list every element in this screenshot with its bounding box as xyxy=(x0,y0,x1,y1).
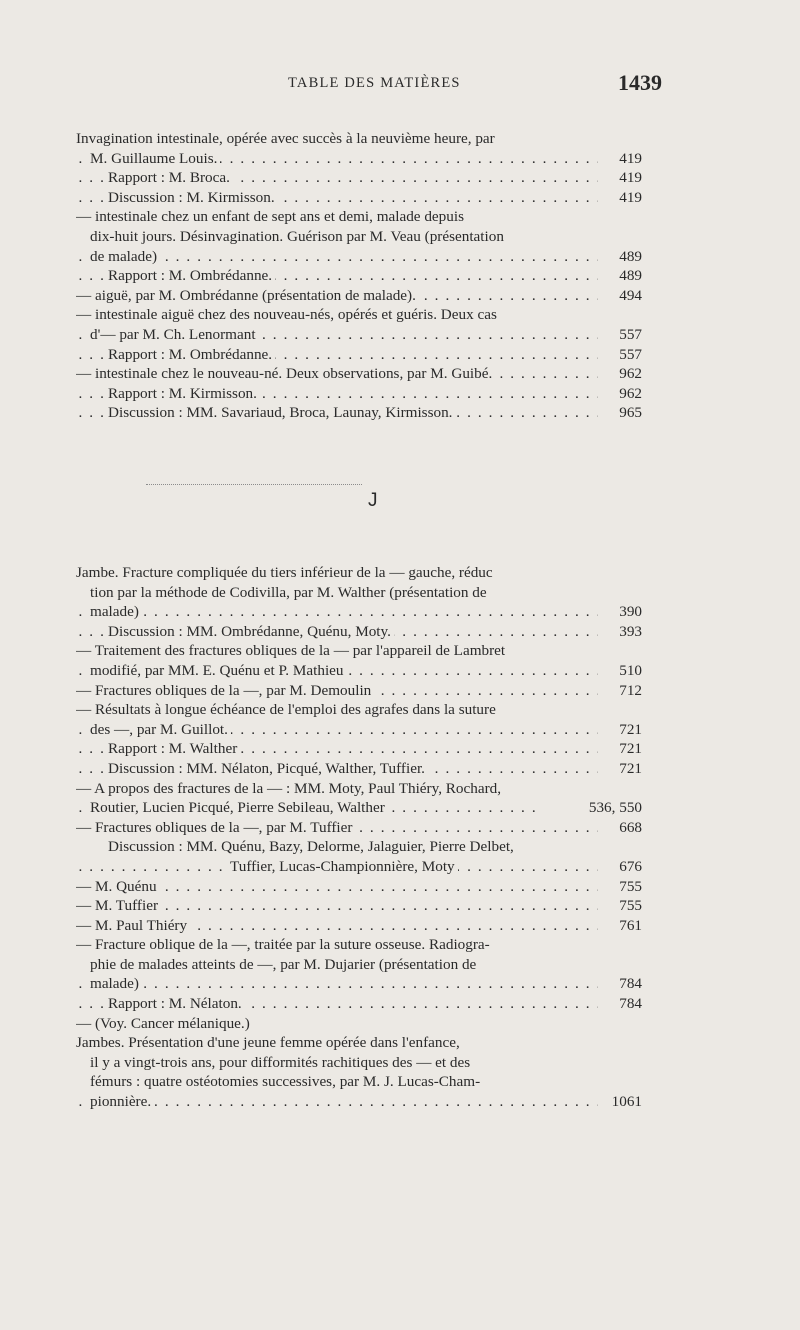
index-entry-line xyxy=(76,877,642,897)
entry-page-number: 557 xyxy=(598,325,642,345)
index-block-invagination xyxy=(76,129,642,423)
index-entry-line xyxy=(76,739,642,759)
entry-text: fémurs : quatre ostéotomies successives, par M. J. Lucas-Cham- xyxy=(90,1073,483,1090)
index-entry-line xyxy=(76,661,642,681)
entry-text: d'— par M. Ch. Lenormant xyxy=(90,326,259,343)
entry-text: de malade) xyxy=(90,248,160,265)
entry-text: — M. Quénu xyxy=(76,878,160,895)
entry-text: Discussion : MM. Savariaud, Broca, Launay, Kirmisson. xyxy=(108,404,455,421)
index-entry-line xyxy=(76,325,642,345)
running-title: TABLE DES MATIÈRES xyxy=(288,75,461,91)
entry-page-number: 755 xyxy=(598,877,642,897)
entry-text: Discussion : MM. Quénu, Bazy, Delorme, Jalaguier, Pierre Delbet, xyxy=(108,838,517,855)
entry-text: — intestinale chez un enfant de sept ans et demi, malade depuis xyxy=(76,208,467,225)
index-entry-line xyxy=(76,720,642,740)
entry-text: Rapport : M. Nélaton. xyxy=(108,995,245,1012)
index-entry-line xyxy=(76,779,642,799)
entry-text: — aiguë, par M. Ombrédanne (présentation de malade). xyxy=(76,287,419,304)
entry-text: Routier, Lucien Picqué, Pierre Sebileau, Walther xyxy=(90,799,388,816)
entry-text: des —, par M. Guillot. xyxy=(90,721,231,738)
entry-text: — M. Paul Thiéry xyxy=(76,917,190,934)
entry-text: — Fracture oblique de la —, traitée par la suture osseuse. Radiogra- xyxy=(76,936,493,953)
entry-page-number: 962 xyxy=(598,384,642,404)
index-entry-line xyxy=(76,1053,642,1073)
index-entry-line xyxy=(76,563,642,583)
entry-text: Rapport : M. Kirmisson. xyxy=(108,385,260,402)
entry-text: malade) xyxy=(90,975,142,992)
entry-text: — (Voy. Cancer mélanique.) xyxy=(76,1015,253,1032)
entry-text: malade) xyxy=(90,603,142,620)
entry-text: Tuffier, Lucas-Championnière, Moty xyxy=(230,858,458,875)
entry-text: — M. Tuffier xyxy=(76,897,161,914)
entry-text: il y a vingt-trois ans, pour difformités rachitiques des — et des xyxy=(90,1054,473,1071)
index-entry-line xyxy=(76,403,642,423)
entry-text: — Fractures obliques de la —, par M. Demoulin xyxy=(76,682,374,699)
entry-text: — A propos des fractures de la — : MM. Moty, Paul Thiéry, Rochard, xyxy=(76,780,504,797)
entry-text: Discussion : M. Kirmisson. xyxy=(108,189,278,206)
page-header xyxy=(0,72,800,98)
index-entry-line xyxy=(76,837,642,857)
index-entry-line xyxy=(76,857,642,877)
index-entry-line xyxy=(76,207,642,227)
entry-page-number: 721 xyxy=(598,739,642,759)
entry-page-number: 668 xyxy=(598,818,642,838)
index-entry-line xyxy=(76,305,642,325)
index-entry-line xyxy=(76,1033,642,1053)
entry-page-number: 494 xyxy=(598,286,642,306)
entry-text: — intestinale chez le nouveau-né. Deux observations, par M. Guibé. xyxy=(76,365,495,382)
entry-page-number: 784 xyxy=(598,994,642,1014)
entry-page-number: 676 xyxy=(598,857,642,877)
index-entry-line xyxy=(76,364,642,384)
entry-text: — Résultats à longue échéance de l'emploi des agrafes dans la suture xyxy=(76,701,499,718)
entry-page-number: 557 xyxy=(598,345,642,365)
entry-page-number: 712 xyxy=(598,681,642,701)
entry-text: — intestinale aiguë chez des nouveau-nés, opérés et guéris. Deux cas xyxy=(76,306,500,323)
entry-text: Rapport : M. Broca. xyxy=(108,169,233,186)
entry-text: dix-huit jours. Désinvagination. Guérison par M. Veau (présentation xyxy=(90,228,507,245)
index-entry-line xyxy=(76,974,642,994)
index-entry-line xyxy=(76,916,642,936)
entry-page-number: 390 xyxy=(598,602,642,622)
entry-text: Rapport : M. Ombrédanne. xyxy=(108,267,275,284)
index-entry-line xyxy=(76,227,642,247)
entry-text: M. Guillaume Louis. xyxy=(90,150,220,167)
entry-text: modifié, par MM. E. Quénu et P. Mathieu xyxy=(90,662,347,679)
entry-page-number: 489 xyxy=(598,247,642,267)
entry-page-number: 393 xyxy=(598,622,642,642)
index-entry-line xyxy=(76,247,642,267)
entry-page-number: 962 xyxy=(598,364,642,384)
entry-text: Discussion : MM. Nélaton, Picqué, Walther, Tuffier. xyxy=(108,760,428,777)
entry-text: Jambe. Fracture compliquée du tiers inférieur de la — gauche, réduc xyxy=(76,564,496,581)
entry-text: tion par la méthode de Codivilla, par M. Walther (présentation de xyxy=(90,584,490,601)
index-entry-line xyxy=(76,1092,642,1112)
index-entry-line xyxy=(76,935,642,955)
index-entry-line xyxy=(76,188,642,208)
index-entry-line xyxy=(76,1014,642,1034)
index-entry-line xyxy=(76,955,642,975)
index-entry-line xyxy=(76,602,642,622)
entry-page-number: 489 xyxy=(598,266,642,286)
entry-text: phie de malades atteints de —, par M. Dujarier (présentation de xyxy=(90,956,479,973)
entry-page-number: 419 xyxy=(598,168,642,188)
entry-text: — Traitement des fractures obliques de la — par l'appareil de Lambret xyxy=(76,642,508,659)
entry-text: — Fractures obliques de la —, par M. Tuffier xyxy=(76,819,355,836)
entry-text: Jambes. Présentation d'une jeune femme opérée dans l'enfance, xyxy=(76,1034,463,1051)
entry-text: pionnière. xyxy=(90,1093,154,1110)
entry-text: Rapport : M. Ombrédanne. xyxy=(108,346,275,363)
entry-text: Discussion : MM. Ombrédanne, Quénu, Moty. xyxy=(108,623,394,640)
index-entry-line xyxy=(76,168,642,188)
entry-page-number: 721 xyxy=(598,720,642,740)
index-entry-line xyxy=(76,583,642,603)
entry-page-number: 536, 550 xyxy=(542,798,642,818)
entry-page-number: 419 xyxy=(598,149,642,169)
index-entry-line xyxy=(76,818,642,838)
section-separator xyxy=(146,484,362,485)
index-entry-line xyxy=(76,994,642,1014)
entry-text: Rapport : M. Walther xyxy=(108,740,240,757)
index-entry-line xyxy=(76,700,642,720)
index-entry-line xyxy=(76,129,642,149)
index-entry-line xyxy=(76,622,642,642)
entry-page-number: 721 xyxy=(598,759,642,779)
entry-page-number: 510 xyxy=(598,661,642,681)
page-number: 1439 xyxy=(618,70,662,95)
entry-page-number: 419 xyxy=(598,188,642,208)
index-entry-line xyxy=(76,384,642,404)
entry-page-number: 755 xyxy=(598,896,642,916)
index-entry-line xyxy=(76,759,642,779)
entry-page-number: 761 xyxy=(598,916,642,936)
section-letter: J xyxy=(368,490,378,511)
entry-page-number: 784 xyxy=(598,974,642,994)
index-entry-line xyxy=(76,286,642,306)
index-entry-line xyxy=(76,798,642,818)
index-entry-line xyxy=(76,1072,642,1092)
index-entry-line xyxy=(76,149,642,169)
index-block-jambe xyxy=(76,563,642,1112)
entry-page-number: 1061 xyxy=(598,1092,642,1112)
index-entry-line xyxy=(76,681,642,701)
index-entry-line xyxy=(76,641,642,661)
index-entry-line xyxy=(76,266,642,286)
entry-page-number: 965 xyxy=(598,403,642,423)
index-entry-line xyxy=(76,345,642,365)
entry-text: Invagination intestinale, opérée avec succès à la neuvième heure, par xyxy=(76,130,498,147)
index-entry-line xyxy=(76,896,642,916)
